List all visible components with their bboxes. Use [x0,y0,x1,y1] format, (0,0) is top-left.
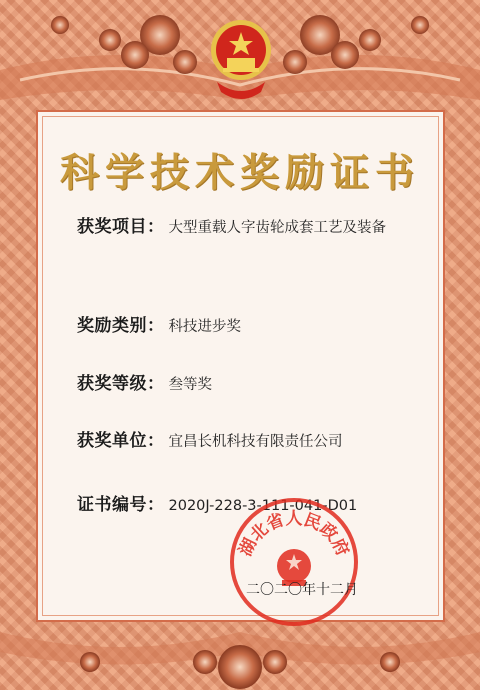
field-project-label: 获奖项目： [77,217,165,237]
field-organization-value: 宜昌长机科技有限责任公司 [168,434,343,450]
field-certificate-number-value: 2020J-228-3-111-041-D01 [168,498,358,514]
field-organization-label: 获奖单位： [77,431,165,451]
field-award-level-value: 叁等奖 [168,377,212,393]
national-emblem-icon [207,10,275,106]
seal-text: 湖北省人民政府 [235,509,353,560]
bottom-floral-ornament [0,622,480,690]
field-award-category-label: 奖励类别： [77,316,165,336]
field-award-category [77,311,241,336]
field-certificate-number-label: 证书编号： [77,495,165,515]
field-organization [77,426,343,451]
field-project [77,212,386,237]
issue-date: 二〇二〇年十二月 [246,582,358,598]
certificate-title: 科学技术奖励证书 [59,150,420,196]
field-award-level [77,369,212,394]
official-seal-stamp [224,492,364,632]
field-award-category-value: 科技进步奖 [168,319,241,335]
field-award-level-label: 获奖等级： [77,374,165,394]
field-project-value: 大型重载人字齿轮成套工艺及装备 [168,220,386,236]
